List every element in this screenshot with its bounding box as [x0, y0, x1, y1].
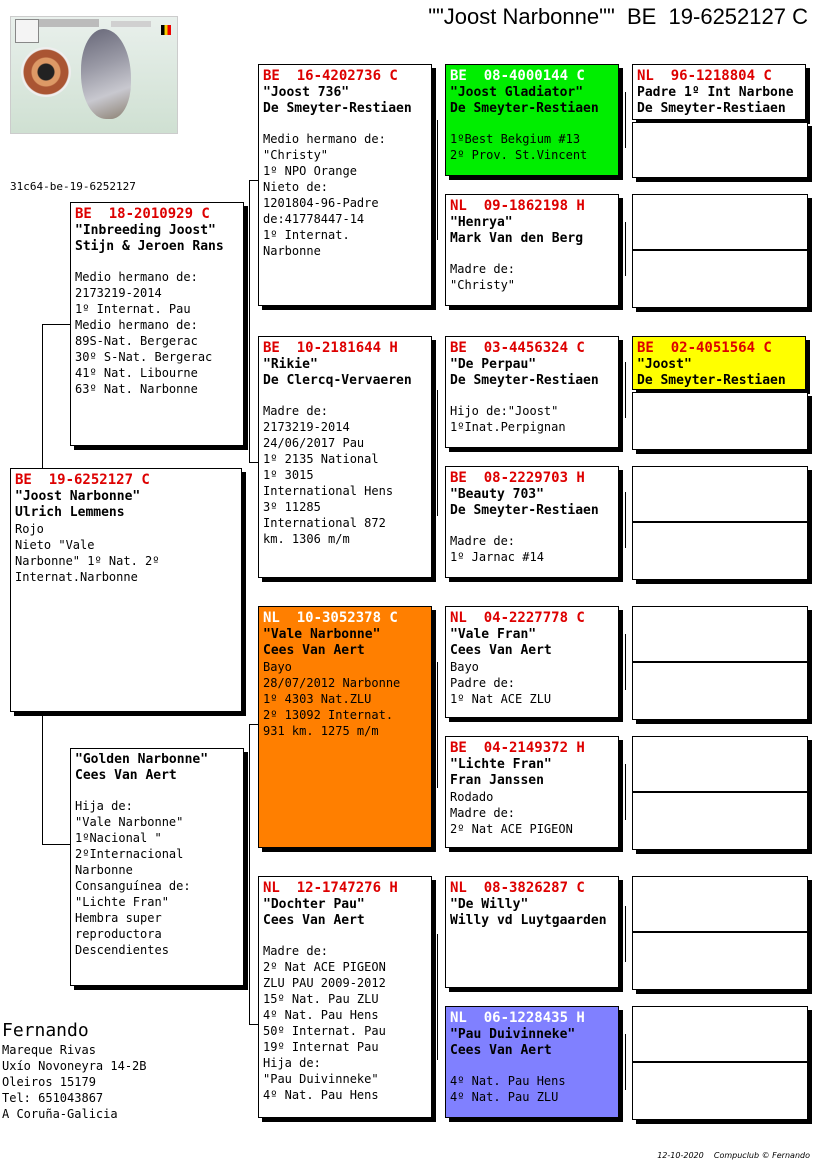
owner-name: Fernando — [2, 1020, 89, 1041]
owner-block — [2, 1020, 147, 1122]
connector-line — [625, 906, 626, 962]
pigeon-name: "Joost 736" — [263, 85, 350, 100]
pigeon-info: Rojo Nieto "Vale Narbonne" 1º Nat. 2º Internat.Narbonne — [15, 522, 160, 584]
ring-number: BE 10-2181644 H — [263, 340, 398, 356]
breeder-name: Mark Van den Berg — [450, 231, 584, 246]
ring-number: BE 18-2010929 C — [75, 206, 210, 222]
pigeon-name: "Rikie" — [263, 357, 318, 372]
pigeon-info: Medio hermano de: "Christy" 1º NPO Orange Nieto de: 1201804-96-Padre de:41778447-14 1º Internat. Narbonne — [263, 132, 386, 258]
pigeon-name: "Lichte Fran" — [450, 757, 552, 772]
pigeon-name: "Inbreeding Joost" — [75, 223, 216, 238]
ring-number: NL 06-1228435 H — [450, 1010, 585, 1026]
ring-number: BE 04-2149372 H — [450, 740, 585, 756]
club-logo-icon — [15, 19, 39, 43]
empty-ancestor-slot[interactable] — [632, 932, 808, 990]
pigeon-info: Hijo de:"Joost" 1ºInat.Perpignan — [450, 404, 566, 434]
empty-ancestor-slot[interactable] — [632, 466, 808, 522]
ring-number: NL 10-3052378 C — [263, 610, 398, 626]
pigeon-name: "Joost" — [637, 357, 692, 372]
pigeon-image — [81, 29, 131, 119]
pigeon-info: Bayo Padre de: 1º Nat ACE ZLU — [450, 660, 552, 706]
connector-line — [625, 1034, 626, 1090]
pigeon-name: "Dochter Pau" — [263, 897, 365, 912]
connector-line — [42, 324, 70, 325]
pigeon-note: Padre 1º Int Narbone — [637, 85, 794, 100]
ancestor-card-small[interactable] — [632, 64, 806, 120]
pigeon-info: Madre de: "Christy" — [450, 262, 516, 292]
connector-line — [42, 324, 43, 468]
breeder-name: Stijn & Jeroen Rans — [75, 239, 224, 254]
breeder-name: Cees Van Aert — [450, 643, 552, 658]
ring-number: BE 02-4051564 C — [637, 340, 772, 356]
connector-line — [437, 662, 438, 788]
ancestor-card[interactable] — [445, 194, 619, 306]
pigeon-info: Madre de: 1º Jarnac #14 — [450, 534, 544, 564]
pigeon-photo — [10, 16, 178, 134]
ancestor-card[interactable] — [445, 336, 619, 448]
dam-card[interactable] — [70, 748, 244, 986]
empty-ancestor-slot[interactable] — [632, 522, 808, 580]
breeder-name: Willy vd Luytgaarden — [450, 913, 607, 928]
pigeon-info: Medio hermano de: 2173219-2014 1º Internat. Pau Medio hermano de: 89S-Nat. Bergerac 30º S-Nat. Bergerac 41º Nat. Libourne 63º Nat. Narbonne — [75, 270, 213, 396]
breeder-name: De Smeyter-Restiaen — [450, 101, 599, 116]
pigeon-name: "De Willy" — [450, 897, 529, 912]
pigeon-info: 4º Nat. Pau Hens 4º Nat. Pau ZLU — [450, 1074, 566, 1104]
connector-line — [249, 724, 250, 1024]
grandsire-paternal-card[interactable] — [258, 64, 432, 306]
breeder-name: De Smeyter-Restiaen — [637, 373, 786, 388]
connector-line — [42, 712, 43, 844]
breeder-name: De Smeyter-Restiaen — [450, 373, 599, 388]
empty-ancestor-slot[interactable] — [632, 736, 808, 792]
empty-ancestor-slot[interactable] — [632, 1062, 808, 1120]
ring-number: BE 08-2229703 H — [450, 470, 585, 486]
breeder-name: De Smeyter-Restiaen — [637, 101, 786, 116]
connector-line — [437, 934, 438, 1060]
connector-line — [249, 180, 250, 462]
breeder-name: Cees Van Aert — [450, 1043, 552, 1058]
owner-address: Mareque Rivas Uxío Novoneyra 14-2B Oleiros 15179 Tel: 651043867 A Coruña-Galicia — [2, 1043, 147, 1121]
connector-line — [625, 634, 626, 690]
empty-ancestor-slot[interactable] — [632, 662, 808, 720]
footer-credit: 12-10-2020 Compuclub © Fernando — [657, 1151, 810, 1160]
empty-ancestor-slot[interactable] — [632, 606, 808, 662]
connector-line — [249, 1024, 258, 1025]
ring-number: BE 08-4000144 C — [450, 68, 585, 84]
pigeon-name: "Golden Narbonne" — [75, 752, 209, 767]
pigeon-name: "Joost Gladiator" — [450, 85, 584, 100]
empty-ancestor-slot[interactable] — [632, 392, 808, 450]
connector-line — [437, 390, 438, 516]
ancestor-card[interactable] — [445, 606, 619, 718]
ring-number: NL 96-1218804 C — [637, 68, 772, 84]
granddam-paternal-card[interactable] — [258, 336, 432, 578]
ancestor-card[interactable] — [445, 466, 619, 578]
belgium-flag-icon — [161, 25, 171, 35]
pigeon-info: Rodado Madre de: 2º Nat ACE PIGEON — [450, 790, 573, 836]
ancestor-card[interactable] — [445, 64, 619, 176]
pigeon-eye-image — [21, 47, 71, 97]
connector-line — [42, 844, 70, 845]
breeder-name: Cees Van Aert — [263, 643, 365, 658]
photo-banner — [39, 19, 99, 27]
empty-ancestor-slot[interactable] — [632, 792, 808, 850]
page-title: ""Joost Narbonne"" BE 19-6252127 C — [428, 4, 808, 29]
ring-number: NL 04-2227778 C — [450, 610, 585, 626]
photo-tag — [111, 21, 151, 27]
pigeon-name: "Vale Fran" — [450, 627, 537, 642]
breeder-name: De Clercq-Vervaeren — [263, 373, 412, 388]
ancestor-card[interactable] — [445, 736, 619, 848]
granddam-maternal-card[interactable] — [258, 876, 432, 1118]
breeder-name: De Smeyter-Restiaen — [450, 503, 599, 518]
connector-line — [625, 362, 626, 418]
connector-line — [625, 764, 626, 820]
connector-line — [625, 92, 626, 148]
empty-ancestor-slot[interactable] — [632, 876, 808, 932]
connector-line — [249, 724, 258, 725]
ring-number: BE 16-4202736 C — [263, 68, 398, 84]
empty-ancestor-slot[interactable] — [632, 1006, 808, 1062]
empty-ancestor-slot[interactable] — [632, 250, 808, 308]
subject-card[interactable] — [10, 468, 242, 712]
pigeon-info: Bayo 28/07/2012 Narbonne 1º 4303 Nat.ZLU 2º 13092 Internat. 931 km. 1275 m/m — [263, 660, 401, 738]
connector-line — [437, 120, 438, 240]
pigeon-info: 1ºBest Bekgium #13 2º Prov. St.Vincent — [450, 132, 588, 162]
pigeon-name: "Vale Narbonne" — [263, 627, 381, 642]
pigeon-info: Madre de: 2173219-2014 24/06/2017 Pau 1º 2135 National 1º 3015 International Hens 3º 11285 International 872 km. 1306 m/m — [263, 404, 394, 546]
breeder-name: Fran Janssen — [450, 773, 544, 788]
connector-line — [625, 492, 626, 548]
ancestor-card-small[interactable] — [632, 336, 806, 390]
pedigree-code: 31c64-be-19-6252127 — [10, 180, 136, 193]
empty-ancestor-slot[interactable] — [632, 194, 808, 250]
connector-line — [249, 462, 258, 463]
breeder-name: Cees Van Aert — [75, 768, 177, 783]
pigeon-info: Madre de: 2º Nat ACE PIGEON ZLU PAU 2009-2012 15º Nat. Pau ZLU 4º Nat. Pau Hens 50º Internat. Pau 19º Internat Pau Hija de: "Pau Duivinneke" 4º Nat. Pau Hens — [263, 944, 386, 1102]
ring-number: BE 03-4456324 C — [450, 340, 585, 356]
pigeon-name: "Joost Narbonne" — [15, 489, 141, 504]
connector-line — [249, 180, 258, 181]
sire-card[interactable] — [70, 202, 244, 446]
ring-number: NL 08-3826287 C — [450, 880, 585, 896]
ancestor-card[interactable] — [445, 876, 619, 988]
ring-number: NL 09-1862198 H — [450, 198, 585, 214]
breeder-name: Cees Van Aert — [263, 913, 365, 928]
ring-number: NL 12-1747276 H — [263, 880, 398, 896]
empty-ancestor-slot[interactable] — [632, 122, 808, 178]
grandsire-maternal-card[interactable] — [258, 606, 432, 848]
breeder-name: Ulrich Lemmens — [15, 505, 125, 520]
connector-line — [625, 222, 626, 276]
ancestor-card[interactable] — [445, 1006, 619, 1118]
ring-number: BE 19-6252127 C — [15, 472, 150, 488]
breeder-name: De Smeyter-Restiaen — [263, 101, 412, 116]
pigeon-name: "Pau Duivinneke" — [450, 1027, 576, 1042]
pigeon-name: "De Perpau" — [450, 357, 537, 372]
pigeon-info: Hija de: "Vale Narbonne" 1ºNacional " 2ºInternacional Narbonne Consanguínea de: "Lichte Fran" Hembra super reproductora Descendientes — [75, 799, 191, 957]
pigeon-name: "Henrya" — [450, 215, 513, 230]
pigeon-name: "Beauty 703" — [450, 487, 544, 502]
